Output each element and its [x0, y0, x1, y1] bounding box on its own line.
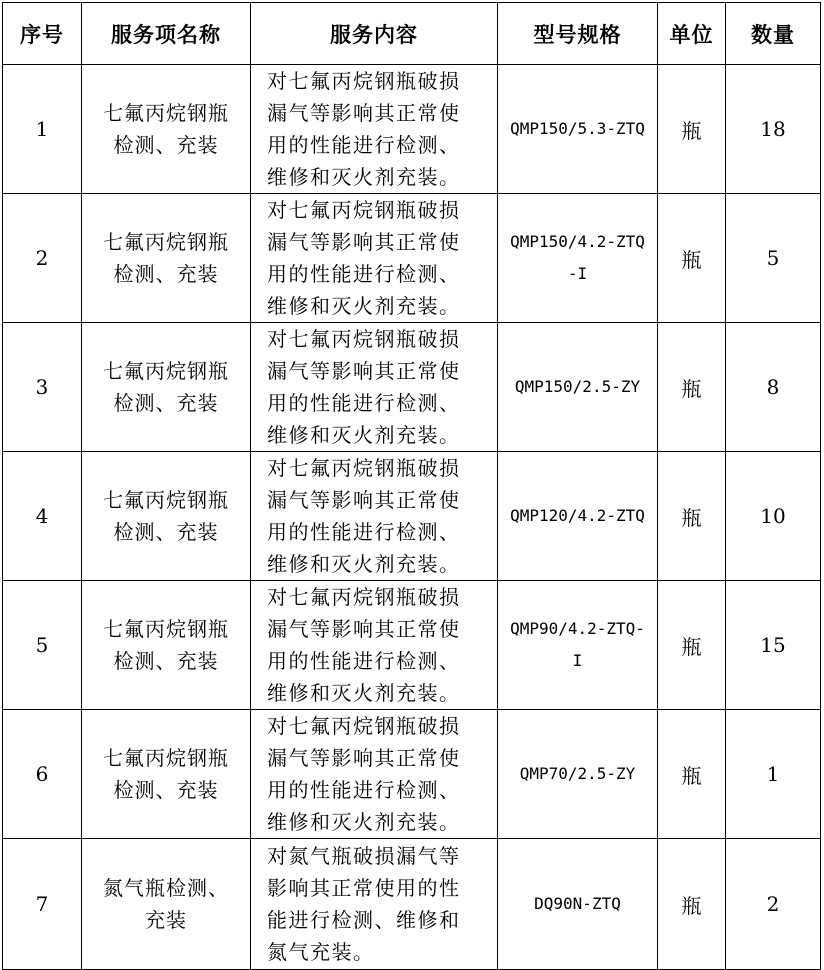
cell-content-line: 对七氟丙烷钢瓶破损 — [267, 198, 461, 222]
cell-content-line: 对七氟丙烷钢瓶破损 — [267, 69, 461, 93]
cell-content-line: 影响其正常使用的性 — [267, 876, 461, 900]
cell-model-line: QMP120/4.2 — [510, 506, 607, 525]
cell-content-line: 用的性能进行检测、 — [267, 649, 461, 673]
cell-content-line: 氮气充装。 — [267, 940, 375, 964]
table-row — [3, 839, 821, 970]
table-row — [3, 452, 821, 581]
cell-model-line: QMP150/5.3 — [510, 119, 607, 138]
cell-content-line: 用的性能进行检测、 — [267, 391, 461, 415]
header-name: 服务项名称 — [82, 3, 251, 65]
cell-content-line: 维修和灭火剂充装。 — [267, 681, 461, 705]
cell-content-line: 用的性能进行检测、 — [267, 133, 461, 157]
table-row — [3, 194, 821, 323]
cell-qty: 5 — [726, 194, 821, 323]
cell-model — [498, 194, 658, 323]
cell-content-line: 能进行检测、维修和 — [267, 908, 461, 932]
cell-model — [498, 65, 658, 194]
cell-model-line: -ZTQ — [606, 119, 645, 138]
cell-unit: 瓶 — [658, 839, 726, 970]
cell-name-line: 检测、充装 — [113, 262, 219, 286]
cell-name-line: 七氟丙烷钢瓶 — [103, 746, 229, 770]
cell-model — [498, 710, 658, 839]
cell-name — [82, 581, 251, 710]
cell-unit: 瓶 — [658, 194, 726, 323]
cell-unit: 瓶 — [658, 452, 726, 581]
cell-content-line: 维修和灭火剂充装。 — [267, 165, 461, 189]
cell-name-line: 充装 — [145, 908, 187, 932]
cell-model — [498, 323, 658, 452]
cell-model-line: DQ90N-ZTQ — [534, 894, 621, 913]
cell-content-line: 维修和灭火剂充装。 — [267, 294, 461, 318]
cell-name-line: 七氟丙烷钢瓶 — [103, 230, 229, 254]
cell-model-line: QMP70/2.5- — [519, 764, 617, 783]
cell-content-line: 对氮气瓶破损漏气等 — [267, 844, 461, 868]
cell-content — [251, 65, 498, 194]
cell-seq: 7 — [3, 839, 82, 970]
cell-unit: 瓶 — [658, 323, 726, 452]
header-content: 服务内容 — [251, 3, 498, 65]
header-row — [3, 3, 821, 65]
cell-name-line: 检测、充装 — [113, 520, 219, 544]
cell-content-line: 漏气等影响其正常使 — [267, 746, 461, 770]
header-model: 型号规格 — [498, 3, 658, 65]
header-qty: 数量 — [726, 3, 821, 65]
header-seq: 序号 — [3, 3, 82, 65]
cell-name-line: 检测、充装 — [113, 778, 219, 802]
cell-content-line: 用的性能进行检测、 — [267, 778, 461, 802]
cell-content-line: 对七氟丙烷钢瓶破损 — [267, 456, 461, 480]
cell-name-line: 检测、充装 — [113, 649, 219, 673]
cell-model-line: -ZY — [611, 377, 641, 396]
table-row — [3, 323, 821, 452]
table-row — [3, 65, 821, 194]
cell-content — [251, 452, 498, 581]
cell-content-line: 维修和灭火剂充装。 — [267, 423, 461, 447]
cell-seq: 3 — [3, 323, 82, 452]
cell-content-line: 用的性能进行检测、 — [267, 520, 461, 544]
cell-name-line: 氮气瓶检测、 — [103, 876, 229, 900]
cell-qty: 15 — [726, 581, 821, 710]
cell-model — [498, 581, 658, 710]
cell-name-line: 检测、充装 — [113, 391, 219, 415]
cell-name-line: 七氟丙烷钢瓶 — [103, 359, 229, 383]
cell-seq: 4 — [3, 452, 82, 581]
cell-qty: 2 — [726, 839, 821, 970]
cell-content — [251, 839, 498, 970]
cell-content-line: 漏气等影响其正常使 — [267, 488, 461, 512]
cell-model-line: -ZTQ-I — [567, 232, 645, 283]
cell-content-line: 漏气等影响其正常使 — [267, 359, 461, 383]
cell-name-line: 检测、充装 — [113, 133, 219, 157]
cell-model — [498, 839, 658, 970]
cell-content — [251, 194, 498, 323]
cell-unit: 瓶 — [658, 581, 726, 710]
cell-content-line: 对七氟丙烷钢瓶破损 — [267, 327, 461, 351]
cell-seq: 2 — [3, 194, 82, 323]
cell-content — [251, 710, 498, 839]
cell-name — [82, 65, 251, 194]
cell-content-line: 维修和灭火剂充装。 — [267, 810, 461, 834]
cell-content-line: 用的性能进行检测、 — [267, 262, 461, 286]
cell-name-line: 七氟丙烷钢瓶 — [103, 101, 229, 125]
cell-model-line: QMP90/4.2- — [510, 619, 607, 638]
cell-name — [82, 194, 251, 323]
cell-model — [498, 452, 658, 581]
cell-content-line: 漏气等影响其正常使 — [267, 617, 461, 641]
cell-content — [251, 581, 498, 710]
cell-seq: 5 — [3, 581, 82, 710]
cell-model-line: ZY — [616, 764, 636, 783]
cell-content-line: 漏气等影响其正常使 — [267, 230, 461, 254]
cell-content-line: 漏气等影响其正常使 — [267, 101, 461, 125]
cell-name — [82, 710, 251, 839]
cell-name — [82, 452, 251, 581]
cell-qty: 10 — [726, 452, 821, 581]
cell-model-line: ZTQ-I — [572, 619, 645, 670]
cell-model-line: -ZTQ — [606, 506, 645, 525]
cell-name-line: 七氟丙烷钢瓶 — [103, 617, 229, 641]
table-row — [3, 581, 821, 710]
header-unit: 单位 — [658, 3, 726, 65]
cell-name-line: 七氟丙烷钢瓶 — [103, 488, 229, 512]
cell-seq: 6 — [3, 710, 82, 839]
cell-model-line: QMP150/2.5 — [514, 377, 612, 396]
cell-name — [82, 323, 251, 452]
cell-qty: 8 — [726, 323, 821, 452]
cell-content — [251, 323, 498, 452]
cell-qty: 1 — [726, 710, 821, 839]
service-table — [2, 2, 821, 970]
cell-unit: 瓶 — [658, 710, 726, 839]
table-row — [3, 710, 821, 839]
cell-content-line: 对七氟丙烷钢瓶破损 — [267, 714, 461, 738]
cell-model-line: QMP150/4.2 — [510, 232, 607, 251]
cell-name — [82, 839, 251, 970]
cell-content-line: 对七氟丙烷钢瓶破损 — [267, 585, 461, 609]
cell-content-line: 维修和灭火剂充装。 — [267, 552, 461, 576]
cell-qty: 18 — [726, 65, 821, 194]
cell-seq: 1 — [3, 65, 82, 194]
cell-unit: 瓶 — [658, 65, 726, 194]
